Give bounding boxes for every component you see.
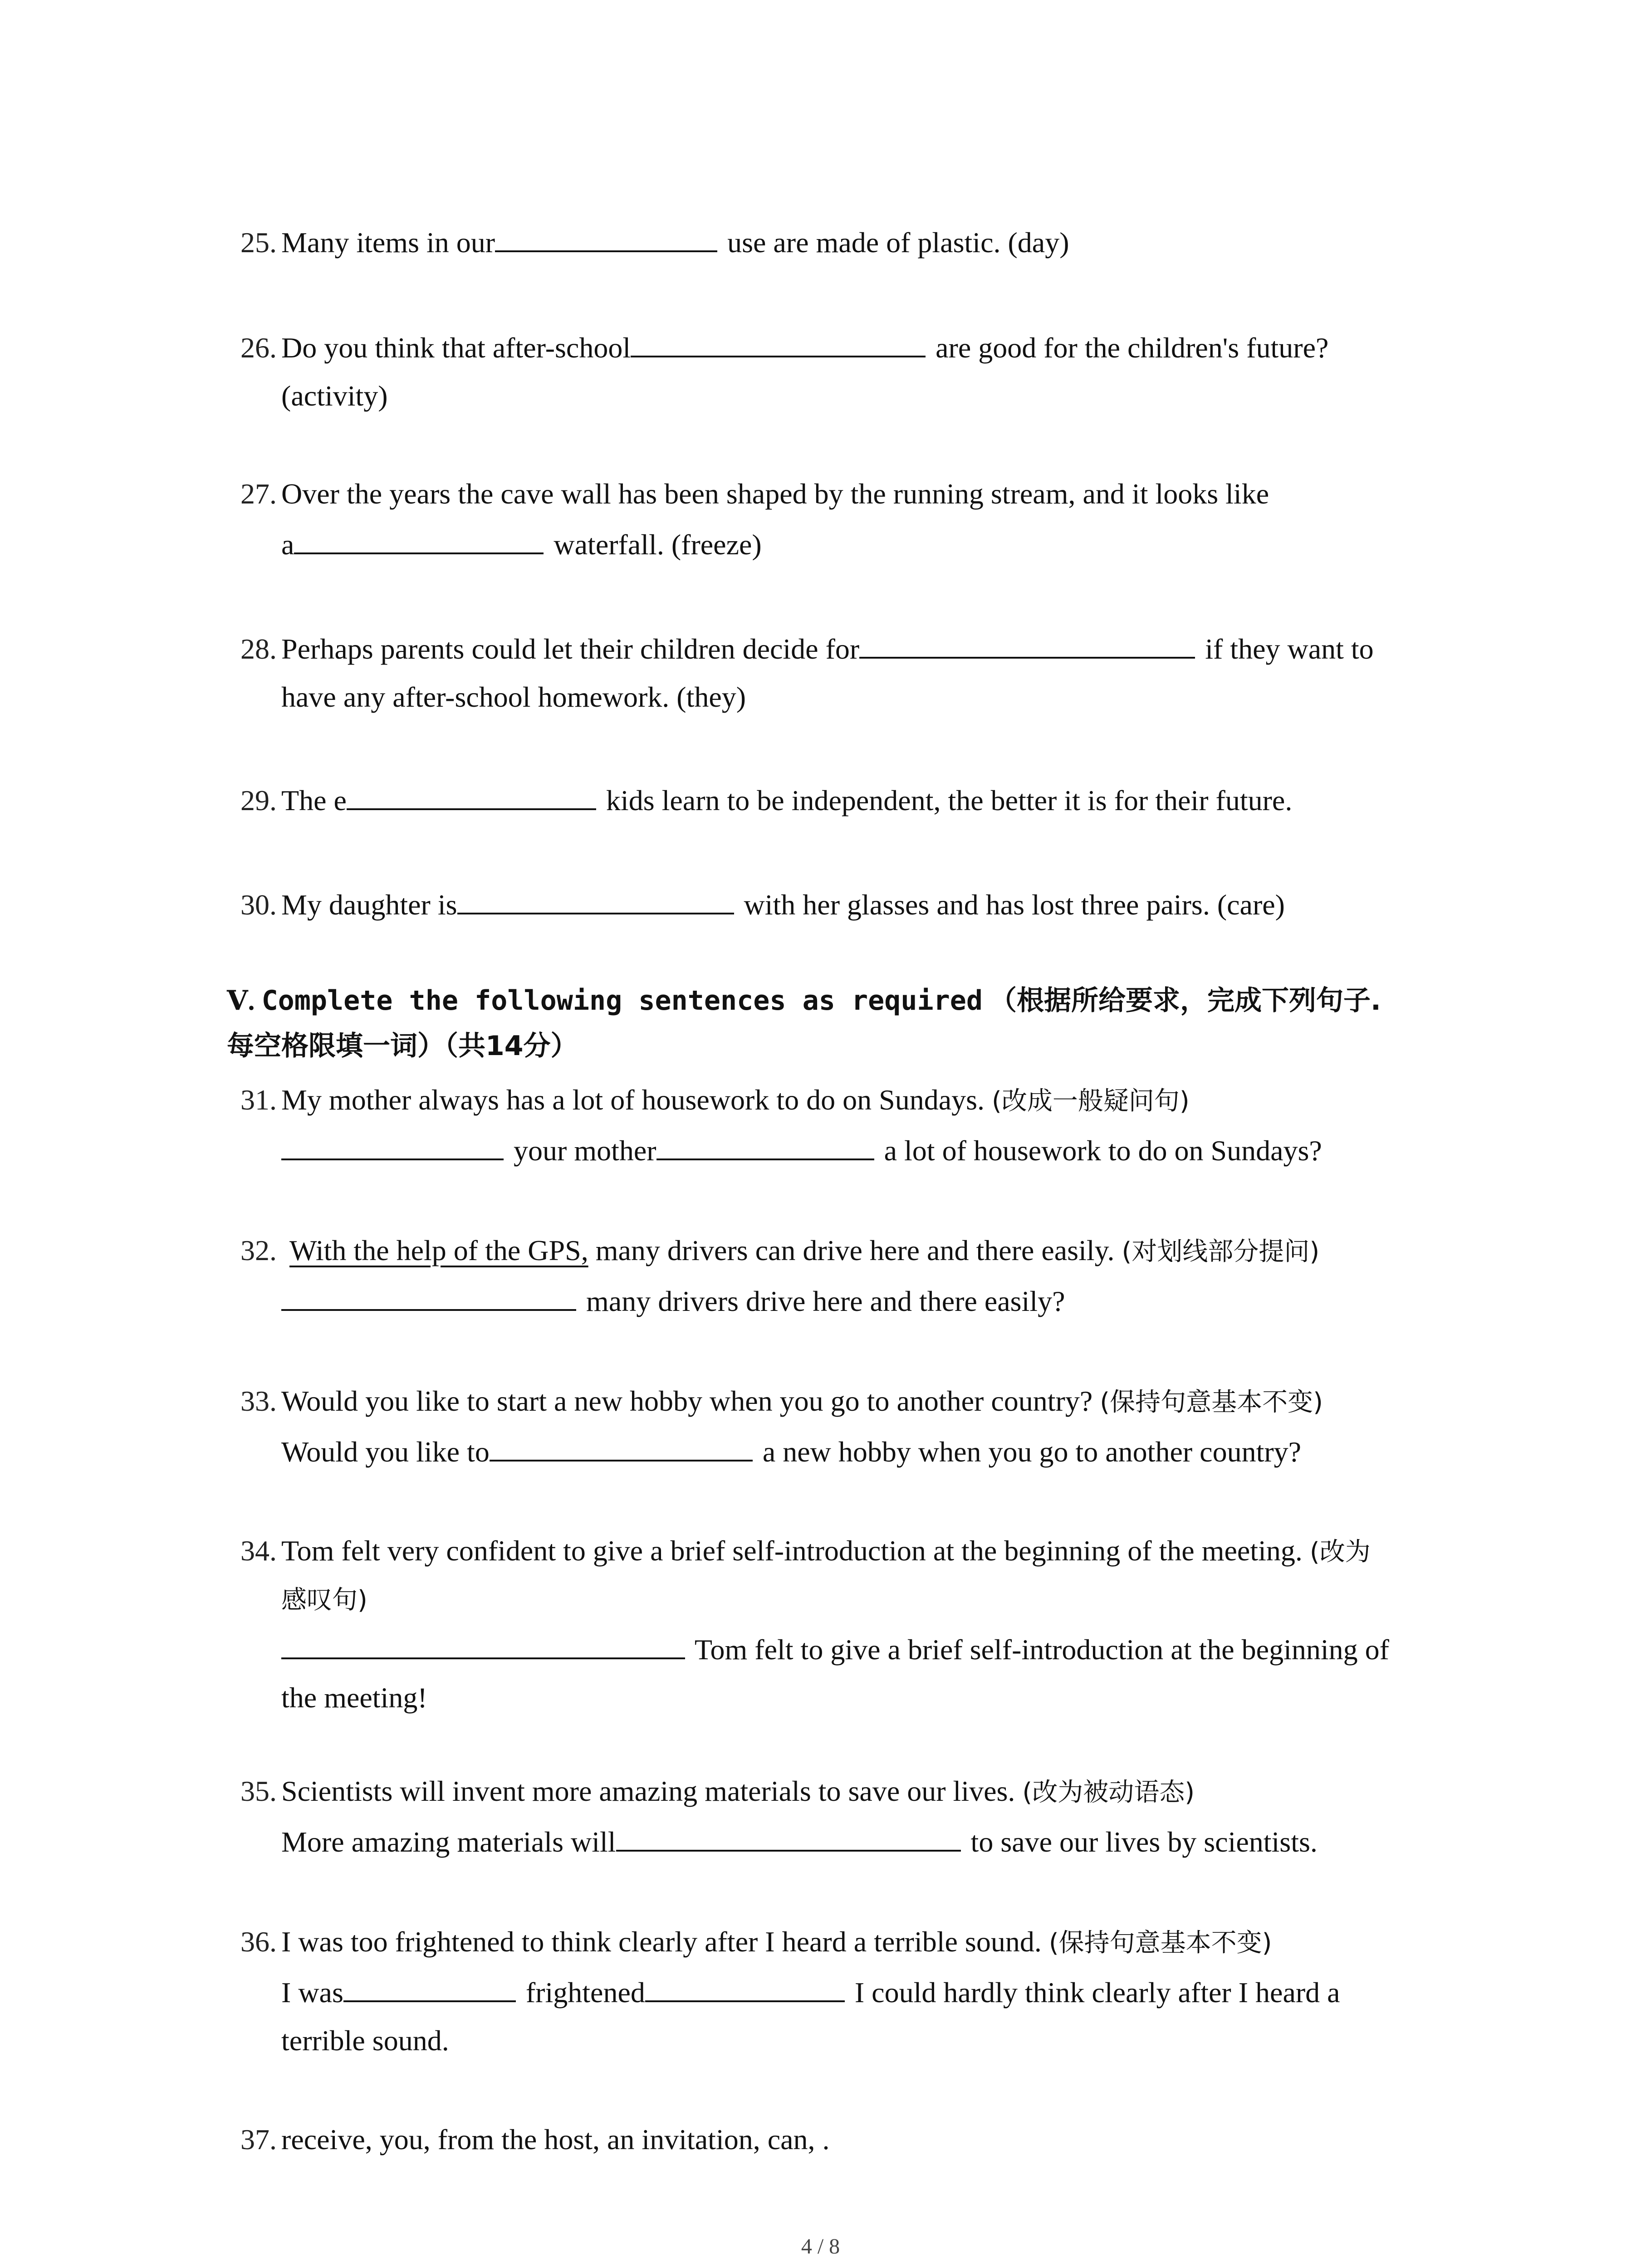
question-text: a <box>281 528 294 561</box>
question-text: Tom felt very confident to give a brief self-introduction at the beginning of the meeting. <box>281 1535 1310 1567</box>
answer-blank[interactable] <box>347 780 596 810</box>
question-number: 34. <box>240 1535 277 1567</box>
question-text: Would you like to start a new hobby when you go to another country? <box>281 1385 1100 1417</box>
section-title-zh-2: 每空格限填一词）（共14分） <box>227 1030 578 1062</box>
question-text: many drivers drive here and there easily? <box>579 1285 1065 1317</box>
question-text: Perhaps parents could let their children decide for <box>281 633 860 665</box>
question-text: frightened <box>518 1976 645 2009</box>
question-text: are good for the children's future? <box>928 332 1329 364</box>
question-text: kids learn to be independent, the better it is for their future. <box>598 784 1293 816</box>
section-heading <box>227 978 1452 1069</box>
question-text: The e <box>281 784 347 816</box>
answer-blank[interactable] <box>294 524 544 554</box>
answer-blank[interactable] <box>656 1130 874 1160</box>
underlined-phrase: With the help of the GPS, <box>289 1234 588 1266</box>
question-number: 37. <box>240 2123 277 2156</box>
question-text: Scientists will invent more amazing materials to save our lives. <box>281 1775 1023 1807</box>
answer-blank[interactable] <box>645 1972 845 2002</box>
question-text: My mother always has a lot of housework to do on Sundays. <box>281 1084 992 1116</box>
instruction-zh: (保持句意基本不变) <box>1048 1928 1272 1958</box>
question-text: Many items in our <box>281 226 495 259</box>
answer-blank[interactable] <box>281 1629 685 1659</box>
answer-blank[interactable] <box>281 1130 504 1160</box>
instruction-zh: (改为 <box>1309 1537 1371 1567</box>
question-number: 35. <box>240 1775 277 1807</box>
instruction-zh: (改成一般疑问句) <box>992 1086 1190 1116</box>
page-number: 4 / 8 <box>801 2234 840 2258</box>
instruction-zh: (对划线部分提问) <box>1122 1237 1320 1266</box>
question-text: Over the years the cave wall has been shaped by the running stream, and it looks like <box>281 478 1269 510</box>
question-text: if they want to <box>1198 633 1374 665</box>
question-text: with her glasses and has lost three pairs. (care) <box>736 889 1285 921</box>
section-title-zh: （根据所给要求，完成下列句子. <box>989 985 1381 1017</box>
question-number: 30. <box>240 889 277 921</box>
question-number: 25. <box>240 226 277 259</box>
question-number: 31. <box>240 1084 277 1116</box>
question-number: 36. <box>240 1926 277 1958</box>
answer-blank[interactable] <box>343 1972 516 2002</box>
section-number: Ⅴ. <box>227 986 255 1016</box>
question-number: 33. <box>240 1385 277 1417</box>
section-title-en: Complete the following sentences as required <box>261 985 983 1017</box>
question-text: your mother <box>506 1134 656 1167</box>
question-text: terrible sound. <box>281 2024 449 2057</box>
instruction-zh: (改为被动语态) <box>1022 1778 1195 1807</box>
question-number: 32. <box>240 1234 277 1266</box>
question-text: Do you think that after-school <box>281 332 631 364</box>
question-text: waterfall. (freeze) <box>546 528 762 561</box>
question-text: receive, you, from the host, an invitation, can, . <box>281 2123 830 2156</box>
question-text: use are made of plastic. (day) <box>720 226 1069 259</box>
answer-blank[interactable] <box>281 1281 576 1311</box>
answer-blank[interactable] <box>616 1822 961 1852</box>
question-text: have any after-school homework. (they) <box>281 681 746 713</box>
question-number: 27. <box>240 478 277 510</box>
answer-blank[interactable] <box>490 1432 753 1461</box>
question-text: many drivers can drive here and there easily. <box>588 1234 1122 1266</box>
question-text: My daughter is <box>281 889 457 921</box>
hint-word: (activity) <box>281 380 388 412</box>
question-text: Tom felt to give a brief self-introduction at the beginning of <box>688 1633 1389 1666</box>
answer-blank[interactable] <box>859 629 1195 659</box>
question-text: Would you like to <box>281 1436 490 1468</box>
question-number: 29. <box>240 784 277 816</box>
question-text: to save our lives by scientists. <box>963 1826 1318 1858</box>
answer-blank[interactable] <box>495 222 717 252</box>
question-text: I was <box>281 1976 343 2009</box>
instruction-zh: 感叹句) <box>281 1585 367 1615</box>
question-text: I was too frightened to think clearly after I heard a terrible sound. <box>281 1926 1049 1958</box>
question-number: 28. <box>240 633 277 665</box>
question-text: the meeting! <box>281 1681 427 1714</box>
question-number: 26. <box>240 332 277 364</box>
instruction-zh: (保持句意基本不变) <box>1100 1388 1323 1417</box>
question-text: a new hobby when you go to another country? <box>755 1436 1302 1468</box>
question-text: I could hardly think clearly after I heard a <box>847 1976 1340 2009</box>
question-text: More amazing materials will <box>281 1826 616 1858</box>
answer-blank[interactable] <box>631 327 926 357</box>
answer-blank[interactable] <box>457 885 734 914</box>
question-text: a lot of housework to do on Sundays? <box>877 1134 1322 1167</box>
